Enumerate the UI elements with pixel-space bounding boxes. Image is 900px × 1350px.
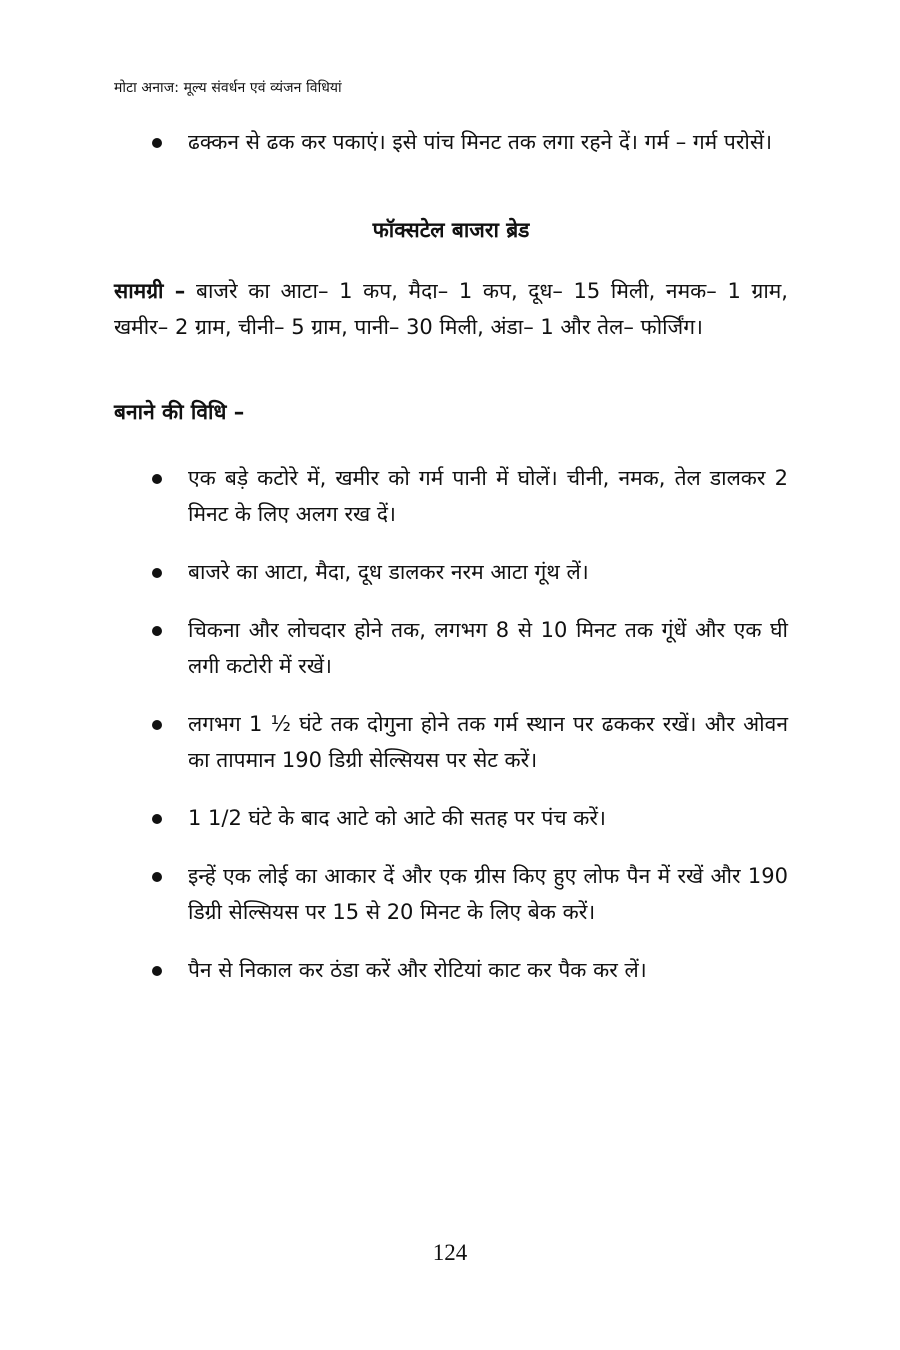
recipe-title: फॉक्सटेल बाजरा ब्रेड	[372, 218, 530, 242]
bullet-icon	[152, 474, 162, 484]
page-number: 124	[432, 1240, 468, 1265]
method-heading: बनाने की विधि –	[114, 400, 245, 424]
bullet-icon	[152, 138, 162, 148]
step-text: इन्हें एक लोई का आकार दें और एक ग्रीस किए हुए लोफ पैन में रखें और 190 डिग्री सेल्सियस पर 15 से 20 मिनट के लिए बेक करें।	[188, 864, 788, 924]
list-item	[114, 858, 788, 930]
step-text: ढक्कन से ढक कर पकाएं। इसे पांच मिनट तक लगा रहने दें। गर्म – गर्म परोसें।	[188, 130, 773, 154]
step-text: लगभग 1 ½ घंटे तक दोगुना होने तक गर्म स्थान पर ढककर रखें। और ओवन का तापमान 190 डिग्री सेल्सियस पर सेट करें।	[188, 712, 788, 772]
method-steps	[114, 460, 788, 1010]
bullet-icon	[152, 568, 162, 578]
step-text: चिकना और लोचदार होने तक, लगभग 8 से 10 मिनट तक गूंधें और एक घी लगी कटोरी में रखें।	[188, 618, 788, 678]
list-item	[114, 800, 788, 836]
step-text: पैन से निकाल कर ठंडा करें और रोटियां काट कर पैक कर लें।	[188, 958, 647, 982]
bullet-icon	[152, 720, 162, 730]
ingredients-paragraph	[114, 273, 788, 345]
list-item	[114, 952, 788, 988]
bullet-icon	[152, 966, 162, 976]
list-item	[114, 124, 788, 160]
bullet-icon	[152, 872, 162, 882]
running-header: मोटा अनाज: मूल्य संवर्धन एवं व्यंजन विधियां	[114, 80, 342, 96]
ingredients-text: बाजरे का आटा– 1 कप, मैदा– 1 कप, दूध– 15 मिली, नमक– 1 ग्राम, खमीर– 2 ग्राम, चीनी– 5 ग्राम, पानी– 30 मिली, अंडा– 1 और तेल– फोर्जिंग।	[114, 279, 788, 339]
ingredients-label: सामग्री –	[114, 279, 186, 303]
list-item	[114, 612, 788, 684]
previous-recipe-steps	[114, 124, 788, 160]
list-item	[114, 554, 788, 590]
step-text: एक बड़े कटोरे में, खमीर को गर्म पानी में घोलें। चीनी, नमक, तेल डालकर 2 मिनट के लिए अलग रख दें।	[188, 466, 788, 526]
bullet-icon	[152, 626, 162, 636]
list-item	[114, 460, 788, 532]
list-item	[114, 706, 788, 778]
step-text: बाजरे का आटा, मैदा, दूध डालकर नरम आटा गूंथ लें।	[188, 560, 589, 584]
bullet-icon	[152, 814, 162, 824]
step-text: 1 1/2 घंटे के बाद आटे को आटे की सतह पर पंच करें।	[188, 806, 606, 830]
